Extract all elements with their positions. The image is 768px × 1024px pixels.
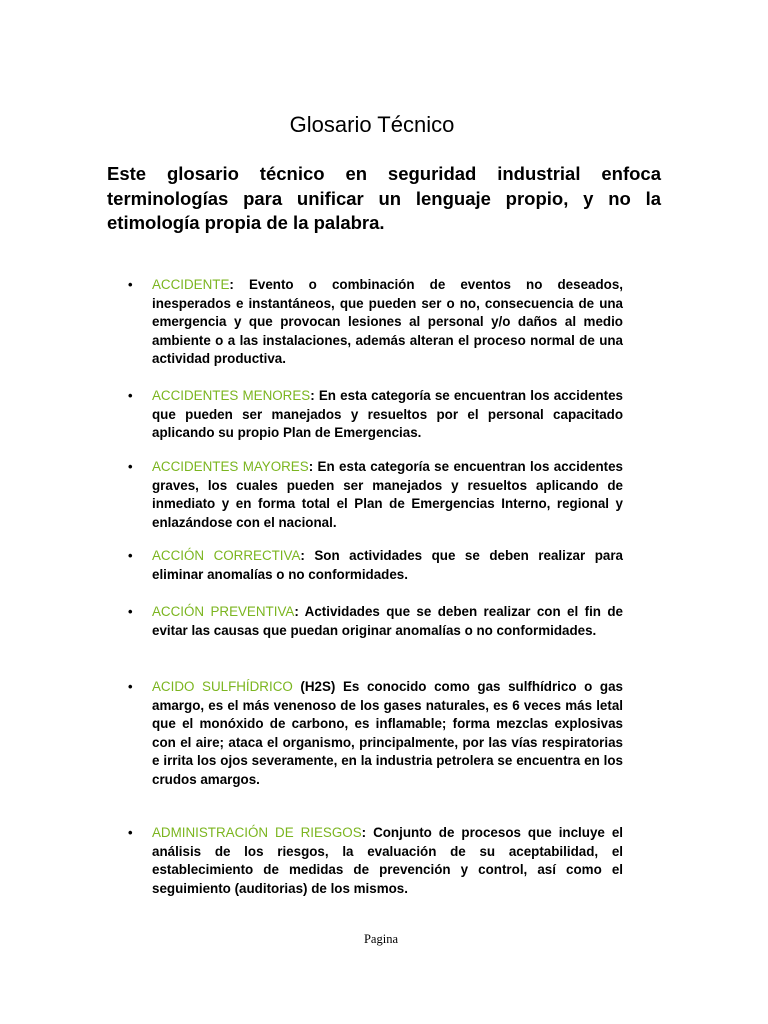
glossary-entry: • ACCIÓN CORRECTIVA: Son actividades que se deben realizar para eliminar anomalías o no conformidades. [128,548,623,582]
glossary-definition: Actividades que se deben realizar con el fin de evitar las causas que puedan originar anomalías o no conformidades. [152,604,623,638]
bullet-icon: • [128,679,133,694]
glossary-entry: • ACCIDENTES MENORES: En esta categoría se encuentran los accidentes que pueden ser manejados y resueltos por el personal capacitado aplicando su propio Plan de Emergencias. [128,388,624,441]
glossary-definition: (H2S) Es conocido como gas sulfhídrico o gas amargo, es el más venenoso de los gases naturales, es 6 veces más letal que el monóxido de carbono, es inflamable; forma mezclas explosivas con el aire; ataca el organismo, principalmente, por las vías respiratorias e irrita los ojos severamente, en la industria petrolera se encuentra en los crudos amargos. [152,679,623,787]
glossary-entry: • ACCIDENTE: Evento o combinación de eventos no deseados, inesperados e instantáneos, que pueden ser o no, consecuencia de una emergencia y que provocan lesiones al personal y/o daños al medio ambiente o a las instalaciones, además alteran el proceso normal de una actividad productiva. [128,277,623,367]
bullet-icon: • [128,459,133,474]
glossary-term: ACCIDENTES MENORES [152,388,311,403]
glossary-definition: Evento o combinación de eventos no deseados, inesperados e instantáneos, que pueden ser o no, consecuencia de una emergencia y que provocan lesiones al personal y/o daños al medio ambiente o a las instalaciones, además alteran el proceso normal de una actividad productiva. [152,277,623,367]
glossary-term: ACIDO SULFHÍDRICO [152,679,293,694]
intro-paragraph: Este glosario técnico en seguridad industrial enfoca terminologías para unificar un lenguaje propio, y no la etimología propia de la palabra. [107,163,661,233]
page-footer: Pagina [363,932,399,946]
glossary-entry: • ACCIDENTES MAYORES: En esta categoría se encuentran los accidentes graves, los cuales pueden ser manejados y resueltos aplicando de inmediato y en forma total el Plan de Emergencias Interno, regional y enlazándose con el nacional. [128,459,624,530]
glossary-entry: • ACCIÓN PREVENTIVA: Actividades que se deben realizar con el fin de evitar las causas que puedan originar anomalías o no conformidades. [128,604,623,638]
glossary-entry [128,678,623,790]
glossary-term: ACCIDENTE [152,277,230,292]
glossary-term: ACCIDENTES MAYORES [152,459,309,474]
bullet-icon: • [128,825,133,840]
glossary-term: ACCIÓN CORRECTIVA [152,548,301,563]
bullet-icon: • [128,388,133,403]
page-title: Glosario Técnico [289,112,455,137]
bullet-icon: • [128,277,133,292]
glossary-definition: En esta categoría se encuentran los accidentes graves, los cuales pueden ser manejados y resueltos aplicando de inmediato y en forma total el Plan de Emergencias Interno, regional y enlazándose con el nacional. [152,459,624,530]
glossary-term: ACCIÓN PREVENTIVA [152,604,295,619]
glossary-definition: Conjunto de procesos que incluye el análisis de los riesgos, la evaluación de su aceptabilidad, el establecimiento de medidas de prevención y control, así como el seguimiento (auditorias) de los mismos. [152,825,623,896]
bullet-icon: • [128,604,133,619]
glossary-definition: En esta categoría se encuentran los accidentes que pueden ser manejados y resueltos por el personal capacitado aplicando su propio Plan de Emergencias. [152,388,624,441]
glossary-term: ADMINISTRACIÓN DE RIESGOS [152,825,362,840]
bullet-icon: • [128,548,133,563]
glossary-entry: • ADMINISTRACIÓN DE RIESGOS: Conjunto de procesos que incluye el análisis de los riesgos, la evaluación de su aceptabilidad, el establecimiento de medidas de prevención y control, así como el seguimiento (auditorias) de los mismos. [128,825,623,896]
glossary-definition: Son actividades que se deben realizar para eliminar anomalías o no conformidades. [152,548,623,582]
